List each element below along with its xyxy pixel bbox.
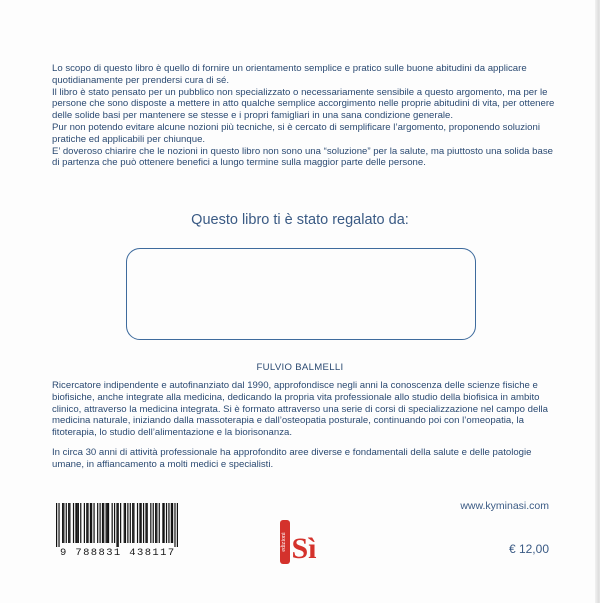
barcode-bar — [62, 503, 63, 543]
barcode-bar — [107, 503, 108, 543]
barcode-bar — [143, 503, 144, 543]
barcode-bar — [120, 503, 121, 543]
barcode-bar — [147, 503, 148, 543]
publisher-logo-icon — [276, 518, 320, 566]
barcode-bar — [150, 503, 151, 543]
barcode-number: 9 788831 438117 — [60, 547, 176, 559]
barcode-bar — [86, 503, 87, 543]
barcode-bar — [56, 503, 57, 547]
website-link[interactable]: www.kyminasi.com — [460, 500, 549, 512]
logo-side-text: edizioni — [281, 532, 287, 552]
bio-paragraph-1: Ricercatore indipendente e autofinanziato dal 1990, approfondisce negli anni la conoscenza delle scienze fisiche e biofisiche, anche integrate alla medicina, dedicando la propria vita professionale allo studio della biofisica in ambito clinico, attraverso la medicina integrata. Si è formato attraverso una serie di corsi di specializzazione nel campo della medicina naturale, iniziando dalla massoterapia e dall’osteopatia posturale, continuando poi con l’omeopatia, la fitoterapia, lo studio dell’alimentazione e la biorisonanza. — [52, 380, 548, 439]
barcode-bar — [145, 503, 146, 543]
cover-edge — [595, 0, 599, 603]
barcode-bar — [164, 503, 165, 543]
barcode-bar — [155, 503, 156, 543]
barcode-bar — [159, 503, 160, 543]
barcode-bar — [125, 503, 126, 543]
barcode-bar — [124, 503, 125, 543]
author-bio — [52, 380, 562, 479]
barcode-bar — [118, 503, 119, 547]
barcode-bar — [99, 503, 100, 543]
barcode-bar — [73, 503, 74, 543]
barcode-bar — [132, 503, 133, 543]
barcode-bar — [66, 503, 67, 543]
barcode-bar — [156, 503, 157, 543]
price: € 12,00 — [508, 542, 549, 556]
barcode-bar — [139, 503, 140, 543]
intro-paragraph-3: Pur non potendo evitare alcune nozioni più tecniche, si è cercato di semplificare l’argomento, proponendo soluzioni pratiche ed applicabili per chiunque. — [52, 121, 540, 145]
intro-paragraph-4: E’ doveroso chiarire che le nozioni in questo libro non sono una “soluzione” per la salute, ma piuttosto una solida base di partenza che può ottenere benefici a lungo termine sulla maggior parte delle persone. — [52, 145, 553, 169]
barcode-bar — [77, 503, 78, 543]
barcode-bar — [106, 503, 107, 543]
intro-paragraph-1: Lo scopo di questo libro è quello di fornire un orientamento semplice e pratico sulle buone abitudini da applicare quotidianamente per prendersi cura di sé. — [52, 63, 527, 86]
author-name: FULVIO BALMELLI — [256, 362, 344, 373]
barcode-bar — [114, 503, 115, 543]
barcode-bars-icon — [56, 503, 178, 547]
barcode-bar — [97, 503, 98, 543]
barcode-bar — [78, 503, 79, 543]
barcode-bar — [108, 503, 109, 543]
barcode-bar — [127, 503, 128, 543]
barcode-bar — [172, 503, 173, 543]
logo-main-text: Sì — [291, 532, 317, 565]
barcode-bar — [93, 503, 94, 543]
bio-paragraph-2: In circa 30 anni di attività professionale ha approfondito aree diverse e fondamentali della salute e delle patologie umane, in affiancamento a molti medici e specialisti. — [52, 446, 532, 470]
barcode-bar — [102, 503, 103, 543]
intro-paragraph-2: Il libro è stato pensato per un pubblico non specializzato o necessariamente sensibile a questo argomento, ma per le persone che sono disposte a mettere in atto qualche semplice accorgimento nelle proprie abitudini di vita, per ottenere delle solide basi per mantenere se stesse e i propri famigliari in una sana condizione generale. — [52, 86, 555, 122]
barcode-bar — [166, 503, 167, 543]
barcode-bar — [90, 503, 91, 543]
barcode-bar — [80, 503, 81, 543]
barcode-bar — [133, 503, 134, 543]
barcode-bar — [112, 503, 113, 543]
barcode-bar — [171, 503, 172, 543]
barcode-bar — [153, 503, 154, 543]
intro-text — [52, 63, 562, 169]
barcode-bar — [177, 503, 178, 547]
barcode-bar — [141, 503, 142, 543]
barcode-bar — [130, 503, 131, 543]
barcode-bar — [116, 503, 117, 547]
barcode-bar — [87, 503, 88, 543]
gift-dedication-box[interactable] — [126, 248, 476, 340]
barcode-bar — [84, 503, 85, 543]
publisher-logo — [276, 518, 320, 566]
barcode-bar — [162, 503, 163, 543]
barcode-bar — [91, 503, 92, 543]
barcode-bar — [63, 503, 64, 543]
barcode-bar — [137, 503, 138, 543]
gift-title: Questo libro ti è stato regalato da: — [191, 212, 409, 228]
barcode-bar — [69, 503, 70, 543]
barcode-bar — [58, 503, 59, 547]
barcode-bar — [68, 503, 69, 543]
barcode-bar — [75, 503, 76, 543]
barcode-bar — [103, 503, 104, 543]
barcode-bar — [174, 503, 175, 547]
barcode-bar — [168, 503, 169, 543]
